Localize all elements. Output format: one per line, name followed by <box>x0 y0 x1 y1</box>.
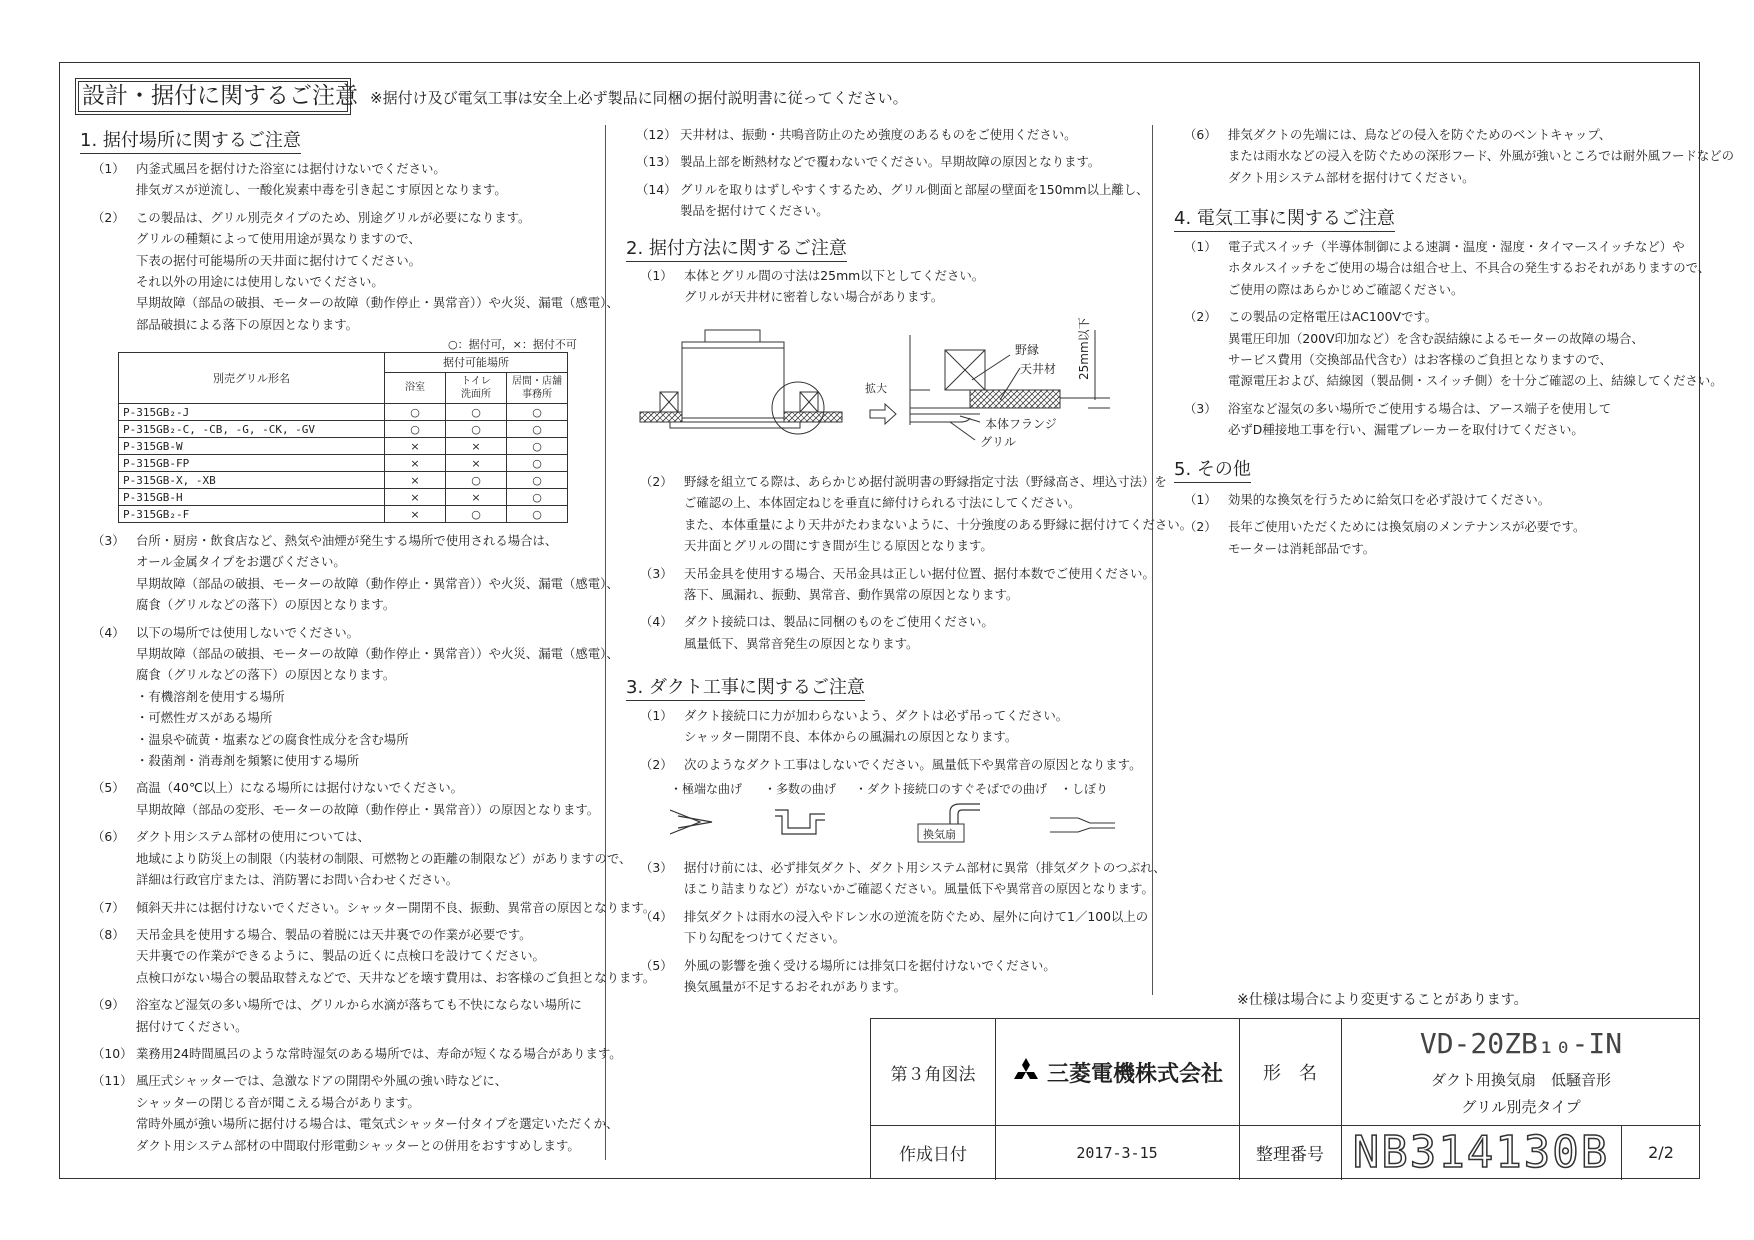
item-line: 落下、風漏れ、振動、異常音、動作異常の原因となります。 <box>684 587 1019 603</box>
item-line: 外風の影響を強く受ける場所には排気口を据付けないでください。 <box>684 957 1056 973</box>
table-row <box>119 455 568 472</box>
item-line: 業務用24時間風呂のような常時湿気のある場所では、寿命が短くなる場合があります。 <box>136 1045 622 1061</box>
suitability-cell: ○ <box>507 421 568 438</box>
item-line: 下り勾配をつけてください。 <box>684 930 846 946</box>
ref-number: NB314130B <box>1352 1127 1610 1178</box>
item-text <box>684 705 1068 748</box>
item-line: 排気ダクトの先端には、鳥などの侵入を防ぐためのベントキャップ、 <box>1228 127 1612 142</box>
duct-label-2: ・多数の曲げ <box>764 782 837 796</box>
list-item <box>92 622 619 772</box>
item-number: （2） <box>1184 309 1217 325</box>
item-line: シャッターの閉じる音が聞こえる場合があります。 <box>136 1094 420 1110</box>
item-line: それ以外の用途には使用しないでください。 <box>136 274 384 290</box>
item-text <box>1228 516 1585 559</box>
list-item <box>1184 306 1723 392</box>
item-number: （4） <box>92 624 125 640</box>
item-line: 据付け前には、必ず排気ダクト、ダクト用システム部材に異常（排気ダクトのつぶれ、 <box>684 860 1166 875</box>
section-1-heading: 1. 据付場所に関するご注意 <box>80 126 301 154</box>
item-text <box>684 857 1166 900</box>
grille-model-cell: P-315GB-W <box>119 438 385 455</box>
item-line: ダクト接続口は、製品に同梱のものをご使用ください。 <box>684 614 994 630</box>
item-line: 必ずD種接地工事を行い、漏電ブレーカーを取付けてください。 <box>1228 422 1584 438</box>
item-number: （4） <box>640 908 673 924</box>
section-3-items-c <box>1184 124 1735 194</box>
table-header-col: トイレ 洗面所 <box>446 372 507 403</box>
item-text <box>136 924 655 988</box>
item-number: （1） <box>1184 492 1217 507</box>
item-number: （3） <box>640 565 673 581</box>
item-line: または雨水などの浸入を防ぐための深形フード、外風が強いところでは耐外風フードなどの <box>1228 148 1735 164</box>
section-2-items-a <box>640 265 1150 314</box>
section-4-heading: 4. 電気工事に関するご注意 <box>1174 204 1395 232</box>
item-line: 点検口がない場合の製品取替えなどで、天井などを壊す費用は、お客様のご負担となります。 <box>136 969 656 985</box>
suitability-cell: ○ <box>446 506 507 523</box>
item-line: 詳細は行政官庁または、消防署にお問い合わせください。 <box>136 872 459 888</box>
item-text <box>684 471 1192 557</box>
item-number: （2） <box>92 209 125 225</box>
item-line: 野縁を組立てる際は、あらかじめ据付説明書の野縁指定寸法（野縁高さ、埋込寸法）を <box>684 474 1167 489</box>
section-5-items <box>1184 489 1704 565</box>
item-line: 長年ご使用いただくためには換気扇のメンテナンスが必要です。 <box>1228 519 1586 535</box>
list-item <box>1184 489 1704 510</box>
item-number: （5） <box>92 780 125 796</box>
item-text <box>136 207 619 335</box>
table-header-col: 居間・店舗 事務所 <box>507 372 568 403</box>
model-desc-1: ダクト用換気扇 低騒音形 <box>1430 1071 1611 1089</box>
list-item <box>640 857 1166 900</box>
item-line: ほこり詰まりなど）がないかご確認ください。風量低下や異常音の原因となります。 <box>684 881 1154 897</box>
item-line: グリルを取りはずしやすくするため、グリル側面と部屋の壁面を150mm以上離し、 <box>680 181 1149 197</box>
spec-note: ※仕様は場合により変更することがあります。 <box>1237 992 1528 1008</box>
item-number: （6） <box>92 829 125 845</box>
item-line: シャッター開閉不良、本体からの風漏れの原因となります。 <box>684 729 1018 745</box>
suitability-cell: ○ <box>385 404 446 421</box>
item-line: 製品を据付けてください。 <box>680 203 829 219</box>
table-row <box>119 438 568 455</box>
item-text <box>680 179 1149 222</box>
list-item <box>92 777 602 820</box>
item-number: （2） <box>640 474 673 489</box>
item-line: 下表の据付可能場所の天井面に据付けてください。 <box>136 252 421 268</box>
section-4-items <box>1184 236 1723 447</box>
list-item <box>640 265 1150 308</box>
label-noen: 野縁 <box>1015 343 1040 357</box>
item-text <box>680 151 1100 172</box>
section-1-items-a <box>92 158 619 341</box>
item-line: 天吊金具を使用する場合、天吊金具は正しい据付位置、据付本数でご使用ください。 <box>684 565 1155 581</box>
item-text <box>1228 124 1734 188</box>
item-line: ご使用の際はあらかじめご確認ください。 <box>1228 281 1464 297</box>
grille-model-cell: P-315GB-FP <box>119 455 385 472</box>
item-line: 風圧式シャッターでは、急激なドアの開閉や外風の強い時などに、 <box>136 1073 508 1089</box>
ceiling-install-diagram <box>630 310 1140 470</box>
item-line: ダクト用システム部材を据付けてください。 <box>1228 169 1475 185</box>
item-line: ・温泉や硫黄・塩素などの腐食性成分を含む場所 <box>136 731 409 747</box>
item-text <box>684 955 1056 998</box>
list-item <box>636 179 1149 222</box>
item-text <box>1228 236 1710 300</box>
ref-label: 整理番号 <box>1256 1145 1324 1165</box>
title-block <box>870 1018 1700 1179</box>
model-number: VD-20ZB₁₀-IN <box>1419 1027 1623 1060</box>
item-number: （8） <box>92 926 125 942</box>
list-item <box>1184 236 1711 300</box>
item-line: サービス費用（交換部品代含む）はお客様のご負担となりますので、 <box>1228 352 1612 368</box>
list-item <box>636 124 1146 145</box>
table-row <box>119 404 568 421</box>
list-item <box>92 826 632 890</box>
item-line: 天井裏での作業ができるように、製品の近くに点検口を設けてください。 <box>136 948 545 964</box>
item-line: 浴室など湿気の多い場所では、グリルから水滴が落ちても不快にならない場所に <box>136 997 582 1013</box>
list-item <box>92 530 619 616</box>
list-item <box>1184 398 1704 441</box>
item-number: （3） <box>640 860 673 875</box>
table-row <box>119 506 568 523</box>
model-desc-2: グリル別売タイプ <box>1461 1098 1581 1116</box>
item-line: 高温（40℃以上）になる場所には据付けないでください。 <box>136 780 464 796</box>
item-line: 早期故障（部品の変形、モーターの故障（動作停止・異常音））の原因となります。 <box>136 801 600 817</box>
suitability-cell: × <box>446 438 507 455</box>
item-line: ホタルスイッチをご使用の場合は組合せ上、不具合の発生するおそれがありますので、 <box>1228 260 1711 276</box>
item-number: （4） <box>640 614 673 630</box>
suitability-cell: × <box>385 489 446 506</box>
item-line: 排気ダクトは雨水の浸入やドレン水の逆流を防ぐため、屋外に向けて1／100以上の <box>684 908 1149 924</box>
item-line: ・有機溶剤を使用する場所 <box>136 688 285 704</box>
list-item <box>92 207 619 335</box>
item-line: 早期故障（部品の破損、モーターの故障（動作停止・異常音））や火災、漏電（感電）、 <box>136 646 619 662</box>
item-line: 傾斜天井には据付けないでください。シャッター開閉不良、振動、異常音の原因となります。 <box>136 899 656 915</box>
list-item <box>1184 124 1735 188</box>
list-item <box>640 754 1150 775</box>
label-flange: 本体フランジ <box>985 417 1057 431</box>
suitability-cell: × <box>385 455 446 472</box>
item-line: 浴室など湿気の多い場所でご使用する場合は、アース端子を使用して <box>1228 400 1612 416</box>
item-line: 製品上部を断熱材などで覆わないでください。早期故障の原因となります。 <box>680 154 1101 170</box>
item-number: （3） <box>1184 400 1217 416</box>
item-text <box>136 826 631 890</box>
duct-label-4: ・しぼり <box>1060 782 1109 796</box>
suitability-cell: × <box>385 438 446 455</box>
suitability-cell: × <box>446 455 507 472</box>
item-line: 天吊金具を使用する場合、製品の着脱には天井裏での作業が必要です。 <box>136 926 532 942</box>
suitability-cell: × <box>385 506 446 523</box>
table-row <box>119 472 568 489</box>
grille-model-cell: P-315GB-H <box>119 489 385 506</box>
suitability-cell: ○ <box>507 489 568 506</box>
section-2-items-b <box>640 471 1193 660</box>
list-item <box>92 994 602 1037</box>
suitability-cell: ○ <box>507 438 568 455</box>
item-number: （9） <box>92 997 125 1013</box>
item-number: （1） <box>640 708 673 723</box>
item-line: 電源電圧および、結線図（製品側・スイッチ側）を十分ご確認の上、結線してください。 <box>1228 373 1723 389</box>
grille-model-cell: P-315GB₂-J <box>119 404 385 421</box>
list-item <box>92 924 656 988</box>
item-line: ご確認の上、本体固定ねじを垂直に締付けられる寸法にしてください。 <box>684 495 1081 511</box>
item-number: （2） <box>640 756 673 772</box>
item-text <box>136 158 507 201</box>
section-1-items-c <box>636 124 1149 228</box>
section-1-items-b <box>92 530 656 1162</box>
item-line: 早期故障（部品の破損、モーターの故障（動作停止・異常音））や火災、漏電（感電）、 <box>136 295 619 311</box>
suitability-cell: ○ <box>507 404 568 421</box>
grille-model-cell: P-315GB₂-C, -CB, -G, -CK, -GV <box>119 421 385 438</box>
item-line: 常時外風が強い場所に据付ける場合は、電気式シャッター付タイプを選定いただくか、 <box>136 1116 619 1132</box>
item-number: （2） <box>1184 519 1217 535</box>
page-title: 設計・据付に関するご注意 <box>75 78 351 115</box>
projection-label: 第３角図法 <box>890 1064 976 1085</box>
suitability-cell: ○ <box>507 472 568 489</box>
list-item <box>1184 516 1704 559</box>
item-number: （7） <box>92 899 125 915</box>
suitability-cell: × <box>385 472 446 489</box>
section-3-heading: 3. ダクト工事に関するご注意 <box>626 673 865 701</box>
item-line: モーターは消耗部品です。 <box>1228 540 1376 556</box>
item-text <box>136 994 582 1037</box>
table-header-col: 浴室 <box>385 372 446 403</box>
item-line: 内釜式風呂を据付けた浴室には据付けないでください。 <box>136 161 446 176</box>
table-row <box>119 421 568 438</box>
item-line: 天井材は、振動・共鳴音防止のため強度のあるものをご使用ください。 <box>680 127 1077 142</box>
item-line: 地域により防災上の制限（内装材の制限、可燃物との距離の制限など）がありますので、 <box>136 850 632 866</box>
item-number: （1） <box>1184 239 1217 254</box>
item-text <box>684 265 984 308</box>
dim-25mm: 25mm以下 <box>1077 317 1091 380</box>
item-line: 据付けてください。 <box>136 1018 248 1034</box>
item-line: ダクト接続口に力が加わらないよう、ダクトは必ず吊ってください。 <box>684 708 1069 723</box>
list-item <box>92 1070 619 1156</box>
list-item <box>92 1043 622 1064</box>
item-line: 本体とグリル間の寸法は25mm以下としてください。 <box>684 268 985 283</box>
item-line: 部品破損による落下の原因となります。 <box>136 316 359 332</box>
duct-label-1: ・極端な曲げ <box>670 782 743 796</box>
list-item <box>636 151 1146 172</box>
item-line: グリルが天井材に密着しない場合があります。 <box>684 289 944 305</box>
list-item <box>640 955 1150 998</box>
item-text <box>1228 306 1723 392</box>
item-line: 天井面とグリルの間にすき間が生じる原因となります。 <box>684 538 993 554</box>
list-item <box>640 611 1150 654</box>
item-line: 効果的な換気を行うために給気口を必ず設けてください。 <box>1228 492 1551 507</box>
table-header-model: 別売グリル形名 <box>119 353 385 404</box>
date-label: 作成日付 <box>899 1145 967 1165</box>
item-line: ・殺菌剤・消毒剤を頻繁に使用する場所 <box>136 753 360 769</box>
item-text <box>136 622 619 772</box>
item-line: 電子式スイッチ（半導体制御による速調・温度・湿度・タイマースイッチなど）や <box>1228 239 1685 254</box>
suitability-cell: ○ <box>446 404 507 421</box>
grille-table <box>118 352 568 523</box>
item-text <box>136 530 619 616</box>
list-item <box>640 563 1155 606</box>
header-note: ※据付け及び電気工事は安全上必ず製品に同梱の据付説明書に従ってください。 <box>370 89 908 107</box>
item-number: （12） <box>636 127 677 142</box>
item-line: 早期故障（部品の破損、モーターの故障（動作停止・異常音））や火災、漏電（感電）、 <box>136 575 619 591</box>
list-item <box>92 897 656 918</box>
item-line: この製品は、グリル別売タイプのため、別途グリルが必要になります。 <box>136 209 531 225</box>
table-row <box>119 489 568 506</box>
item-number: （5） <box>640 957 673 973</box>
item-line: ダクト用システム部材の使用については、 <box>136 829 370 845</box>
label-grille: グリル <box>980 435 1017 449</box>
suitability-cell: ○ <box>507 455 568 472</box>
item-text <box>136 1043 622 1064</box>
item-line: 腐食（グリルなどの落下）の原因となります。 <box>136 597 396 613</box>
item-line: ・可燃性ガスがある場所 <box>136 710 273 726</box>
item-text <box>684 611 994 654</box>
section-3-items-a <box>640 705 1150 781</box>
item-text <box>684 563 1155 606</box>
item-text <box>1228 398 1611 441</box>
item-text <box>136 897 655 918</box>
item-line: この製品の定格電圧はAC100Vです。 <box>1228 309 1438 325</box>
item-text <box>684 906 1148 949</box>
suitability-cell: × <box>446 489 507 506</box>
item-line: グリルの種類によって使用用途が異なりますので、 <box>136 231 421 247</box>
section-5-heading: 5. その他 <box>1174 455 1251 483</box>
item-number: （1） <box>92 161 125 176</box>
duct-examples <box>670 802 1130 852</box>
item-number: （1） <box>640 268 673 283</box>
item-line: 次のようなダクト工事はしないでください。風量低下や異常音の原因となります。 <box>684 756 1142 772</box>
item-line: ダクト用システム部材の中間取付形電動シャッターとの併用をおすすめします。 <box>136 1137 580 1153</box>
item-text <box>1228 489 1550 510</box>
grille-model-cell: P-315GB₂-F <box>119 506 385 523</box>
suitability-cell: ○ <box>507 506 568 523</box>
item-number: （10） <box>92 1045 133 1061</box>
item-line: 換気風量が不足するおそれがあります。 <box>684 979 907 995</box>
item-text <box>136 1070 618 1156</box>
model-label: 形 名 <box>1263 1063 1317 1084</box>
company-logo-group <box>995 1019 1239 1125</box>
page-number: 2/2 <box>1648 1143 1674 1162</box>
item-text <box>680 124 1077 145</box>
grille-model-cell: P-315GB-X, -XB <box>119 472 385 489</box>
item-text <box>684 754 1141 775</box>
list-item <box>640 705 1150 748</box>
item-number: （6） <box>1184 127 1217 142</box>
item-line: 以下の場所では使用しないでください。 <box>136 624 360 640</box>
item-line: オール金属タイプをお選びください。 <box>136 554 346 570</box>
zoom-label: 拡大 <box>865 382 887 395</box>
duct-fan-label: 換気扇 <box>923 828 956 841</box>
suitability-cell: ○ <box>446 472 507 489</box>
item-number: （13） <box>636 154 677 170</box>
table-header-group: 据付可能場所 <box>385 353 568 373</box>
item-number: （11） <box>92 1073 133 1089</box>
duct-label-3: ・ダクト接続口のすぐそばでの曲げ <box>855 782 1048 796</box>
item-line: 異電圧印加（200V印加など）を含む誤結線によるモーターの故障の場合、 <box>1228 330 1644 346</box>
item-line: 台所・厨房・飲食店など、熱気や油煙が発生する場所で使用される場合は、 <box>136 533 558 548</box>
label-tenjouzai: 天井材 <box>1020 362 1057 376</box>
table-legend: ○：据付可，×：据付不可 <box>448 338 577 351</box>
suitability-cell: ○ <box>385 421 446 438</box>
item-line: 風量低下、異常音発生の原因となります。 <box>684 635 919 651</box>
item-number: （14） <box>636 181 677 197</box>
date-value: 2017-3-15 <box>1076 1143 1158 1162</box>
item-line: 排気ガスが逆流し、一酸化炭素中毒を引き起こす原因となります。 <box>136 182 507 198</box>
mitsubishi-logo-icon <box>1011 1058 1041 1086</box>
item-line: また、本体重量により天井がたわまないように、十分強度のある野縁に据付けてください。 <box>684 516 1193 532</box>
section-3-items-b <box>640 857 1166 1003</box>
list-item <box>640 471 1193 557</box>
suitability-cell: ○ <box>446 421 507 438</box>
item-number: （3） <box>92 533 125 548</box>
list-item <box>92 158 602 201</box>
item-text <box>136 777 599 820</box>
item-line: 腐食（グリルなどの落下）の原因となります。 <box>136 667 396 683</box>
section-2-heading: 2. 据付方法に関するご注意 <box>626 234 847 262</box>
list-item <box>640 906 1150 949</box>
company-name: 三菱電機株式会社 <box>1046 1061 1223 1087</box>
